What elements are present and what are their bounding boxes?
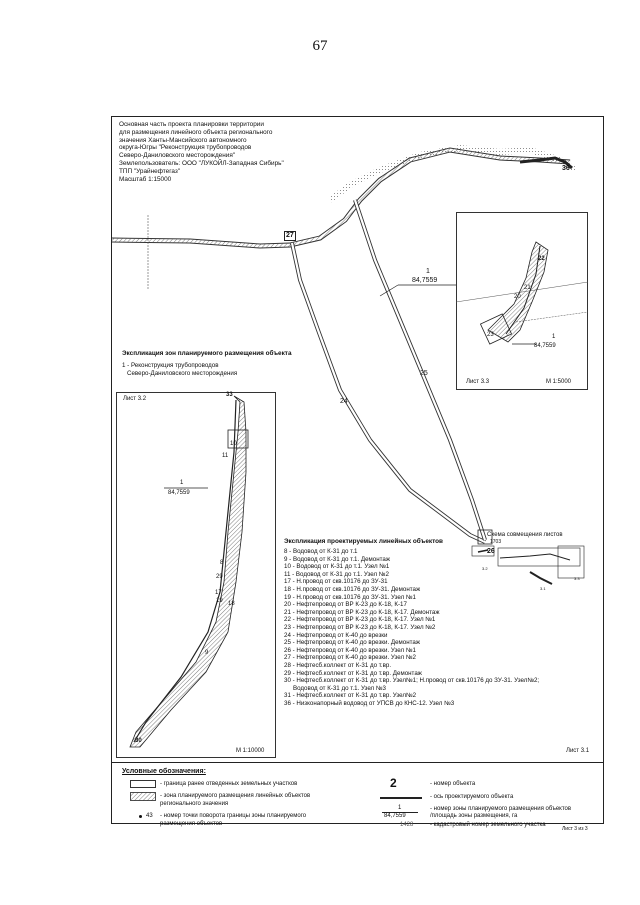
scheme-title: Схема совмещения листов: [487, 532, 563, 538]
linear-object-item: 22 - Нефтепровод от ВР К-23 до К-18, К-17. Узел №1: [284, 616, 436, 624]
legend-obj-num: 2: [390, 776, 397, 790]
legend-cad-num: 1428: [400, 822, 414, 828]
linear-object-item: 10 - Водовод от К-31 до т.1. Узел №1: [284, 563, 390, 571]
legend-item: - зона планируемого размещения линейных объектов: [160, 793, 311, 799]
inset-33-svg: [456, 212, 588, 390]
object-label-24: 24: [340, 398, 348, 405]
legend-point-num: 43: [146, 813, 153, 819]
legend-swatch-boundary: [130, 780, 156, 788]
page-footer: Лист 3 из 3: [562, 826, 588, 832]
legend-item: - граница ранее отведенных земельных участков: [160, 781, 298, 787]
object-label-25: 25: [420, 370, 428, 377]
legend-item: - номер точки поворота границы зоны планируемого: [160, 813, 307, 819]
legend-zone-num: 1: [398, 805, 402, 811]
legend-swatch-zone: [130, 792, 156, 801]
linear-object-item: 11 - Водовод от К-31 до т.1. Узел №2: [284, 570, 389, 578]
linear-object-item: 20 - Нефтепровод от ВР К-23 до К-18, К-17: [284, 601, 407, 609]
linear-object-item: 31 - Нефтесб.коллект от К-31 до т.вр. Узел№2: [284, 692, 417, 700]
header-line: Северо-Даниловского месторождения": [119, 152, 236, 160]
linear-object-item: 18 - Н.провод от скв.10176 до ЗУ-31. Демонтаж: [284, 585, 421, 593]
linear-object-item: 9 - Водовод от К-31 до т.1. Демонтаж: [284, 555, 391, 563]
header-line: Масштаб 1:15000: [119, 175, 172, 183]
inset-32-sheet: Лист 3.2: [123, 396, 147, 402]
header-line: ТПП "Урайнефтегаз": [119, 167, 181, 175]
linear-object-item: 27 - Нефтепровод от К-40 до врезки. Узел №2: [284, 654, 416, 662]
map-header: [119, 121, 284, 183]
inset-32-label: 8: [220, 560, 224, 566]
inset-32-scale: М 1:10000: [236, 748, 265, 754]
legend-zone-area: 84,7559: [384, 813, 406, 819]
zone-item: Северо-Даниловского месторождения: [127, 370, 238, 377]
linear-object-item: 26 - Нефтепровод от К-40 до врезки. Узел №1: [284, 646, 416, 654]
scheme-sheet: 3.1: [540, 586, 546, 591]
inset-33-label: 20: [514, 294, 521, 300]
inset-33-zone-num: 1: [552, 334, 556, 340]
inset-32-svg: [116, 392, 276, 758]
header-line: значения Ханты-Мансийского автономного: [119, 136, 247, 144]
inset-32-label: 19: [216, 598, 223, 604]
linear-object-item: 29 - Нефтесб.коллект от К-31 до т.вр. Демонтаж: [284, 669, 422, 677]
cadastral-code: 1703: [490, 539, 502, 545]
object-label-27: 27: [286, 232, 294, 239]
legend-point-icon: [139, 815, 142, 818]
zones-title: Экспликация зон планируемого размещения объекта: [122, 350, 292, 357]
inset-32-zone-area: 84,7559: [168, 490, 190, 496]
zone-item: 1 - Реконструкция трубопроводов: [122, 362, 219, 369]
linear-object-item: 8 - Водовод от К-31 до т.1: [284, 548, 358, 555]
inset-33-zone-area: 84,7559: [534, 343, 556, 349]
zone-area: 84,7559: [412, 277, 438, 284]
inset-32-label: 17: [215, 590, 222, 596]
legend-title: Условные обозначения:: [122, 768, 206, 775]
linear-object-item: 36 - Низконапорный водовод от УПСВ до КНС-12. Узел №3: [284, 699, 455, 707]
inset-32-label: 10: [230, 441, 237, 447]
linear-object-item: 25 - Нефтепровод от К-40 до врезки. Демонтаж: [284, 639, 420, 647]
legend-item: - ось проектируемого объекта: [430, 794, 514, 800]
header-line: Основная часть проекта планировки территории: [119, 121, 264, 128]
linear-object-item: 17 - Н.провод от скв.10176 до ЗУ-31: [284, 578, 388, 586]
inset-32-label: 9: [205, 650, 209, 656]
linear-object-item: 24 - Нефтепровод от К-40 до врезки: [284, 631, 388, 639]
object-label-36: 36: [562, 165, 570, 172]
inset-32-label: 29: [216, 574, 223, 580]
legend-item: размещения объектов: [160, 821, 223, 827]
inset-33-sheet: Лист 3.3: [466, 379, 490, 385]
legend-axis-line: [380, 797, 422, 799]
linear-object-item: 23 - Нефтепровод от ВР К-23 до К-18, К-17. Узел №2: [284, 623, 436, 631]
scheme-sheet: 3.3: [574, 576, 580, 581]
inset-33-label: 22: [538, 256, 545, 262]
linear-object-item: Водовод от К-31 до т.1. Узел №3: [293, 684, 386, 692]
inset-32-label: 33: [226, 392, 233, 398]
legend-item: регионального значения: [160, 801, 229, 807]
inset-32-label: 11: [222, 453, 229, 459]
linear-object-item: 28 - Нефтесб.коллект от К-31 до т.вр.: [284, 661, 392, 669]
inset-32-zone-num: 1: [180, 480, 184, 486]
inset-32-label: 30: [135, 738, 142, 744]
legend-item: - номер объекта: [430, 781, 476, 787]
linear-object-item: 19 - Н.провод от скв.10176 до ЗУ-31. Узел №1: [284, 593, 416, 601]
legend-item: - кадастровый номер земельного участка: [430, 822, 546, 828]
inset-32-label: 18: [228, 601, 235, 607]
inset-33-scale: М 1:5000: [546, 379, 572, 385]
linear-object-item: 21 - Нефтепровод от ВР К-23 до К-18, К-17. Демонтаж: [284, 608, 440, 616]
linear-objects-title: Экспликация проектируемых линейных объектов: [284, 538, 443, 545]
object-label-26: 26: [487, 548, 495, 555]
scheme-sheet: 3.2: [482, 566, 488, 571]
legend-item: /площадь зоны размещения, га: [430, 813, 518, 819]
inset-33-label: 23: [487, 332, 494, 338]
inset-33-label: 21: [524, 285, 531, 291]
header-line: Землепользователь: ООО "ЛУКОЙЛ-Западная Сибирь": [119, 159, 284, 167]
header-line: округа-Югры "Реконструкция трубопроводов: [119, 144, 252, 152]
page-number: 67: [312, 38, 328, 54]
sheet-label-31: Лист 3.1: [566, 748, 590, 754]
zone-number: 1: [426, 268, 430, 275]
linear-object-item: 30 - Нефтесб.коллект от К-31 до т.вр. Узел№1; Н.провод от скв.10176 до ЗУ-31. Узел№2;: [284, 677, 540, 685]
legend-item: - номер зоны планируемого размещения объектов: [430, 806, 572, 812]
header-line: для размещения линейного объекта регионального: [119, 128, 273, 136]
